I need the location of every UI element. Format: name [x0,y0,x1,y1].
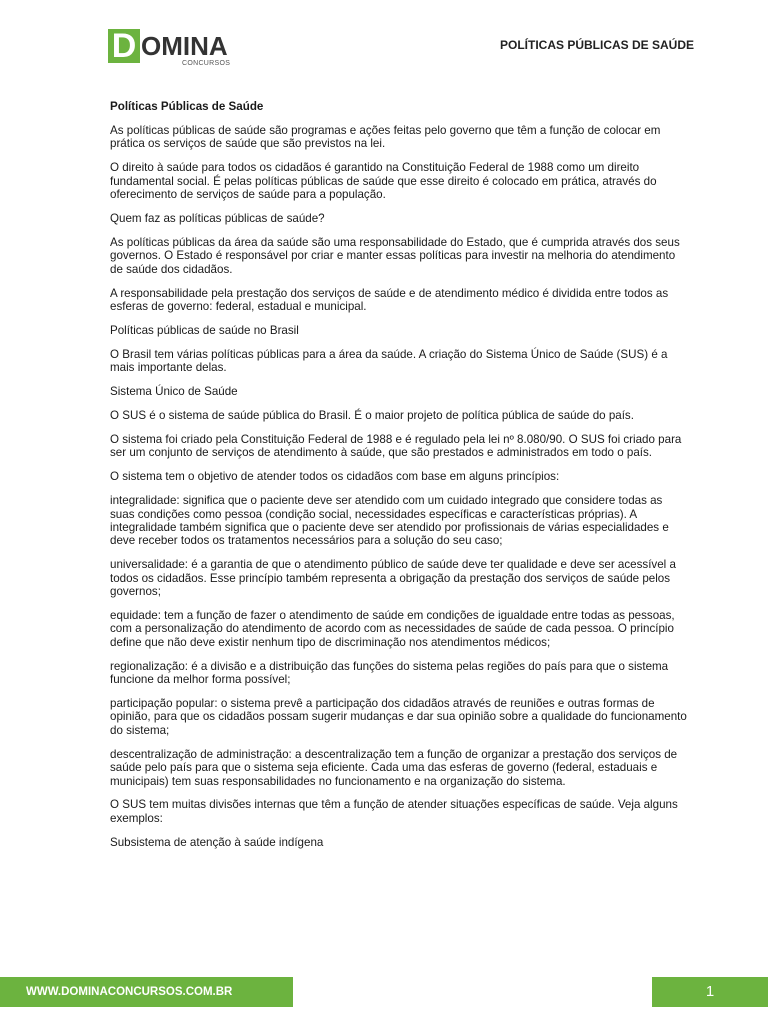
footer-url-link[interactable]: WWW.DOMINACONCURSOS.COM.BR [0,977,293,1007]
paragraph: As políticas públicas de saúde são programas e ações feitas pelo governo que têm a função de colocar em prática os serviços de saúde que são previstos na lei. [110,123,661,151]
domina-logo [108,29,233,69]
paragraph: O sistema tem o objetivo de atender todos os cidadãos com base em alguns princípios: [110,470,560,484]
paragraph: O SUS tem muitas divisões internas que têm a função de atender situações específicas de saúde. Veja alguns exemplos: [110,798,678,825]
paragraph: Quem faz as políticas públicas de saúde? [110,211,325,225]
paragraph: O sistema foi criado pela Constituição Federal de 1988 e é regulado pela lei nº 8.080/90. O SUS foi criado para ser um conjunto de serviços de atendimento à saúde, que são prestados e administrados em todo o país. [110,432,682,460]
paragraph: integralidade: significa que o paciente deve ser atendido com um cuidado integrado que considere todas as suas condições como pessoa (condição social, necessidades específicas e características próprias). A integralidade também significa que o paciente deve ser atendido por profissionais de várias especialidades e deve receber todos os tratamentos necessários para a solução do seu caso; [110,494,669,548]
paragraph: descentralização de administração: a descentralização tem a função de organizar a prestação dos serviços de saúde pelo país para que o sistema seja eficiente. Cada uma das esferas de governo (federal, estaduais e municipais) tem suas responsabilidades no funcionamento e na organização do sistema. [110,747,678,788]
paragraph: Subsistema de atenção à saúde indígena [110,835,324,849]
paragraph: equidade: tem a função de fazer o atendimento de saúde em condições de igualdade entre todas as pessoas, com a personalização do atendimento de acordo com as necessidades de saúde de cada pessoa. O princípio define que não deve existir nenhum tipo de discriminação nos atendimentos médicos; [110,608,675,649]
logo-word: OMINA [141,31,228,61]
paragraph: Sistema Único de Saúde [110,385,238,399]
paragraph: A responsabilidade pela prestação dos serviços de saúde e de atendimento médico é dividida entre todos as esferas de governo: federal, estadual e municipal. [110,286,669,313]
header-title: POLÍTICAS PÚBLICAS DE SAÚDE [499,38,694,52]
paragraph: O SUS é o sistema de saúde pública do Brasil. É o maior projeto de política pública de saúde do país. [110,409,634,422]
paragraph: universalidade: é a garantia de que o atendimento público de saúde deve ter qualidade e deve ser acessível a todos os cidadãos. Esse princípio também representa a obrigação da prestação dos serviços de saúde pelos governos; [110,558,676,599]
document-title: Políticas Públicas de Saúde [110,100,264,113]
document-body [110,100,690,860]
paragraph: regionalização: é a divisão e a distribuição das funções do sistema pelas regiões do país para que o sistema funcione da melhor forma possível; [110,659,669,687]
logo-letter: D [108,29,140,63]
paragraph: As políticas públicas da área da saúde são uma responsabilidade do Estado, que é cumprida através dos seus governos. O Estado é responsável por criar e manter essas políticas para investir na melhoria do atendimento de saúde dos cidadãos. [110,235,680,276]
paragraph: Políticas públicas de saúde no Brasil [110,323,299,337]
logo-subtitle: CONCURSOS [182,60,231,67]
paragraph: O direito à saúde para todos os cidadãos é garantido na Constituição Federal de 1988 como um direito fundamental social. É pelas políticas públicas de saúde que esse direito é colocado em prática, através do oferecimento de serviços de saúde para a população. [110,161,657,202]
page-number: 1 [652,977,768,1007]
paragraph: O Brasil tem várias políticas públicas para a área da saúde. A criação do Sistema Único de Saúde (SUS) é a mais importante delas. [110,347,668,375]
paragraph: participação popular: o sistema prevê a participação dos cidadãos através de reuniões e outras formas de opinião, para que os cidadãos possam sugerir mudanças e dar sua opinião sobre a qualidade do funcionamento do sistema; [110,697,687,737]
